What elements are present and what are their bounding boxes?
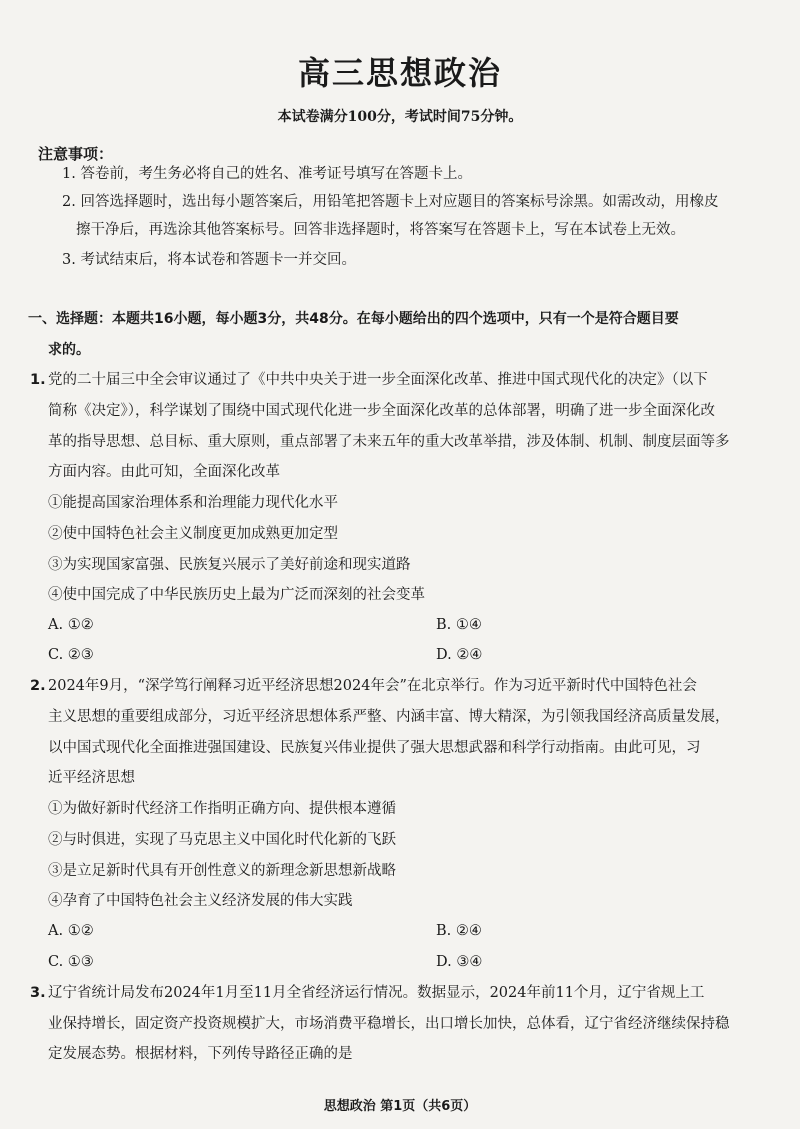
question-number: 1. xyxy=(30,372,46,388)
question-stem: 业保持增长，固定资产投资规模扩大，市场消费平稳增长，出口增长加快，总体看，辽宁省经济继续保持稳 xyxy=(48,1016,730,1032)
section-heading-cont: 求的。 xyxy=(48,342,90,358)
notice-item: 擦干净后，再选涂其他答案标号。回答非选择题时，将答案写在答题卡上，写在本试卷上无效。 xyxy=(76,222,685,238)
question-number: 3. xyxy=(30,985,46,1001)
question-stem: 2024年9月，“深学笃行阐释习近平经济思想2024年会”在北京举行。作为习近平新时代中国特色社会 xyxy=(48,678,697,694)
statement-option: ②使中国特色社会主义制度更加成熟更加定型 xyxy=(48,526,338,542)
question-stem: 辽宁省统计局发布2024年1月至11月全省经济运行情况。数据显示，2024年前11个月，辽宁省规上工 xyxy=(48,985,705,1001)
question-stem: 近平经济思想 xyxy=(48,770,135,786)
question-stem: 简称《决定》），科学谋划了围绕中国式现代化进一步全面深化改革的总体部署，明确了进一步全面深化改 xyxy=(48,403,715,419)
notice-item: 2. 回答选择题时，选出每小题答案后，用铅笔把答题卡上对应题目的答案标号涂黑。如需改动，用橡皮 xyxy=(62,194,719,210)
question-number: 2. xyxy=(30,678,46,694)
statement-option: ③是立足新时代具有开创性意义的新理念新思想新战略 xyxy=(48,863,396,879)
answer-choice: B. ①④ xyxy=(436,617,482,633)
question-stem: 主义思想的重要组成部分，习近平经济思想体系严整、内涵丰富、博大精深，为引领我国经济高质量发展， xyxy=(48,709,730,725)
answer-choice: C. ①③ xyxy=(48,954,94,970)
question-stem: 定发展态势。根据材料，下列传导路径正确的是 xyxy=(48,1046,353,1062)
answer-choice: A. ①② xyxy=(48,617,94,633)
notice-item: 3. 考试结束后，将本试卷和答题卡一并交回。 xyxy=(62,252,356,268)
page-footer: 思想政治 第1页（共6页） xyxy=(323,1099,477,1114)
answer-choice: D. ③④ xyxy=(436,954,483,970)
statement-option: ①能提高国家治理体系和治理能力现代化水平 xyxy=(48,495,338,511)
answer-choice: D. ②④ xyxy=(436,647,483,663)
exam-info: 本试卷满分100分，考试时间75分钟。 xyxy=(277,109,523,125)
question-stem: 以中国式现代化全面推进强国建设、民族复兴伟业提供了强大思想武器和科学行动指南。由此可见，习 xyxy=(48,740,701,756)
statement-option: ②与时俱进，实现了马克思主义中国化时代化新的飞跃 xyxy=(48,832,396,848)
answer-choice: C. ②③ xyxy=(48,647,94,663)
section-heading: 一、选择题：本题共16小题，每小题3分，共48分。在每小题给出的四个选项中，只有一个是符合题目要 xyxy=(28,311,679,327)
question-stem: 党的二十届三中全会审议通过了《中共中央关于进一步全面深化改革、推进中国式现代化的决定》（以下 xyxy=(48,372,708,388)
notice-heading: 注意事项： xyxy=(38,145,114,163)
question-stem: 方面内容。由此可知，全面深化改革 xyxy=(48,464,280,480)
page-title: 高三思想政治 xyxy=(297,54,502,92)
notice-item: 1. 答卷前，考生务必将自己的姓名、准考证号填写在答题卡上。 xyxy=(62,166,472,182)
statement-option: ③为实现国家富强、民族复兴展示了美好前途和现实道路 xyxy=(48,557,411,573)
statement-option: ④使中国完成了中华民族历史上最为广泛而深刻的社会变革 xyxy=(48,587,425,603)
statement-option: ①为做好新时代经济工作指明正确方向、提供根本遵循 xyxy=(48,801,396,817)
question-stem: 革的指导思想、总目标、重大原则，重点部署了未来五年的重大改革举措，涉及体制、机制、制度层面等多 xyxy=(48,434,730,450)
statement-option: ④孕育了中国特色社会主义经济发展的伟大实践 xyxy=(48,893,353,909)
answer-choice: A. ①② xyxy=(48,923,94,939)
answer-choice: B. ②④ xyxy=(436,923,482,939)
